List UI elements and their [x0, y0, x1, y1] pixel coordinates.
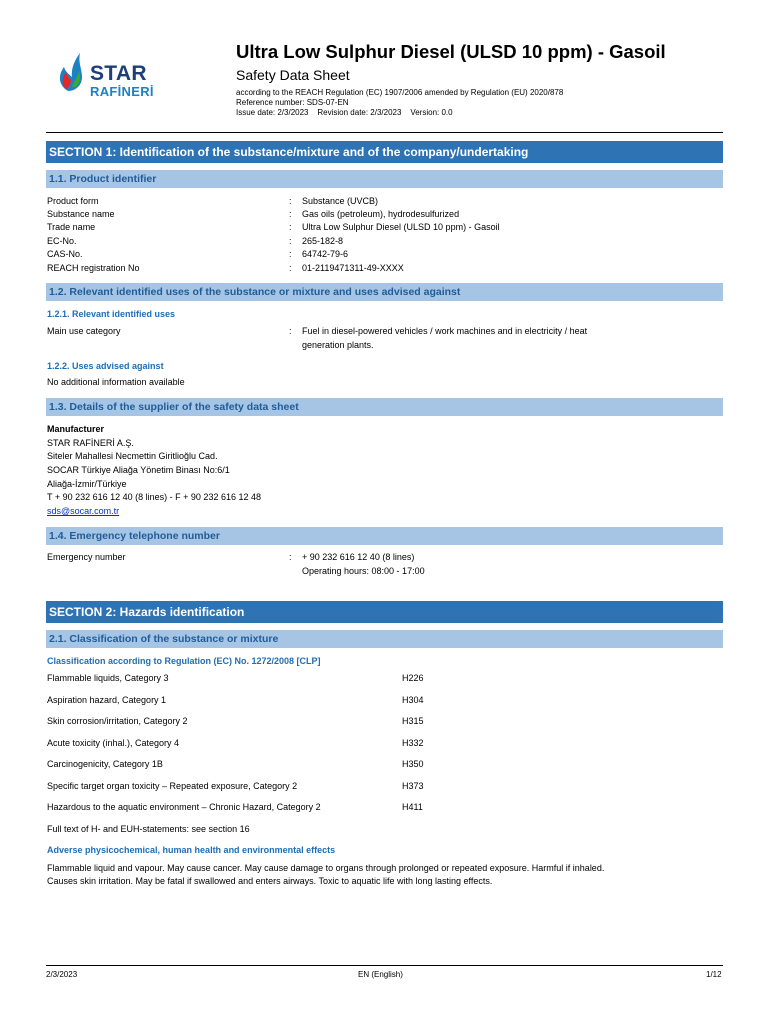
main-use-label: Main use category [47, 326, 121, 336]
hazard-class: Acute toxicity (inhal.), Category 4 [47, 738, 180, 748]
logo-rafineri-text: RAFİNERİ [90, 84, 154, 99]
row-label: EC-No. [47, 236, 77, 246]
hazard-class: Specific target organ toxicity – Repeated exposure, Category 2 [47, 781, 298, 791]
main-use-value-line-1: Fuel in diesel-powered vehicles / work machines and in electricity / heat [302, 326, 588, 336]
subsection-1-2-2-heading: 1.2.2. Uses advised against [47, 361, 164, 371]
row-label: CAS-No. [47, 249, 83, 259]
row-colon: : [289, 236, 292, 246]
emergency-number-colon: : [289, 552, 292, 562]
clp-classification-heading: Classification according to Regulation (EC) No. 1272/2008 [CLP] [47, 656, 321, 666]
reference-number: Reference number: SDS-07-EN [236, 98, 349, 107]
footer-page-number: 1/12 [706, 970, 722, 979]
hazard-code: H411 [402, 802, 423, 812]
row-colon: : [289, 263, 292, 273]
subsection-1-3-heading: 1.3. Details of the supplier of the safety data sheet [46, 398, 723, 416]
hazard-code: H315 [402, 716, 424, 726]
subsection-1-2-1-heading: 1.2.1. Relevant identified uses [47, 309, 176, 319]
row-colon: : [289, 209, 292, 219]
row-value: 64742-79-6 [302, 249, 349, 259]
hazard-class: Carcinogenicity, Category 1B [47, 759, 163, 769]
adverse-effects-line-2: Causes skin irritation. May be fatal if swallowed and enters airways. Toxic to aquatic life with long lasting effects. [47, 876, 493, 886]
row-label: Product form [47, 196, 99, 206]
section-1-heading: SECTION 1: Identification of the substance/mixture and of the company/undertaking [46, 141, 723, 163]
subsection-2-1-heading: 2.1. Classification of the substance or mixture [46, 630, 723, 648]
manufacturer-name: STAR RAFİNERİ A.Ş. [47, 438, 134, 448]
row-label: Trade name [47, 222, 96, 232]
main-use-value-line-2: generation plants. [302, 340, 374, 350]
row-label: REACH registration No [47, 263, 140, 273]
star-rafineri-logo [54, 47, 174, 107]
regulation-line: according to the REACH Regulation (EC) 1907/2006 amended by Regulation (EU) 2020/878 [236, 88, 564, 97]
row-value: 265-182-8 [302, 236, 344, 246]
manufacturer-heading: Manufacturer [47, 424, 105, 434]
logo-star-text: STAR [90, 62, 147, 85]
emergency-number-value: + 90 232 616 12 40 (8 lines) [302, 552, 415, 562]
hazard-code: H226 [402, 673, 424, 683]
operating-hours: Operating hours: 08:00 - 17:00 [302, 566, 425, 576]
manufacturer-address-line: SOCAR Türkiye Aliağa Yönetim Binası No:6/1 [47, 465, 230, 475]
footer-divider [46, 965, 723, 966]
main-use-colon: : [289, 326, 292, 336]
row-value: Ultra Low Sulphur Diesel (ULSD 10 ppm) - Gasoil [302, 222, 500, 232]
manufacturer-email-link[interactable]: sds@socar.com.tr [47, 506, 120, 516]
manufacturer-phone-fax: T + 90 232 616 12 40 (8 lines) - F + 90 232 616 12 48 [47, 492, 261, 502]
subsection-1-1-heading: 1.1. Product identifier [46, 170, 723, 188]
footer-date: 2/3/2023 [46, 970, 78, 979]
flame-icon [54, 47, 90, 93]
row-colon: : [289, 196, 292, 206]
hazard-class: Hazardous to the aquatic environment – Chronic Hazard, Category 2 [47, 802, 321, 812]
subsection-1-2-heading: 1.2. Relevant identified uses of the substance or mixture and uses advised against [46, 283, 723, 301]
full-text-note: Full text of H- and EUH-statements: see section 16 [47, 824, 250, 834]
hazard-code: H373 [402, 781, 424, 791]
hazard-class: Skin corrosion/irritation, Category 2 [47, 716, 188, 726]
document-subtitle: Safety Data Sheet [236, 67, 350, 83]
row-colon: : [289, 249, 292, 259]
document-title: Ultra Low Sulphur Diesel (ULSD 10 ppm) - Gasoil [236, 41, 666, 62]
row-value: Gas oils (petroleum), hydrodesulfurized [302, 209, 460, 219]
section-2-heading: SECTION 2: Hazards identification [46, 601, 723, 623]
hazard-code: H350 [402, 759, 424, 769]
row-value: Substance (UVCB) [302, 196, 379, 206]
adverse-effects-line-1: Flammable liquid and vapour. May cause cancer. May cause damage to organs through prolonged or repeated exposure. Harmful if inhaled. [47, 863, 605, 873]
hazard-class: Flammable liquids, Category 3 [47, 673, 169, 683]
subsection-1-4-heading: 1.4. Emergency telephone number [46, 527, 723, 545]
footer-language: EN (English) [358, 970, 403, 979]
issue-dates: Issue date: 2/3/2023 Revision date: 2/3/2023 Version: 0.0 [236, 108, 453, 117]
row-label: Substance name [47, 209, 115, 219]
manufacturer-address-line: Aliağa-İzmir/Türkiye [47, 479, 127, 489]
hazard-class: Aspiration hazard, Category 1 [47, 695, 167, 705]
row-value: 01-2119471311-49-XXXX [302, 263, 404, 273]
row-colon: : [289, 222, 292, 232]
emergency-number-label: Emergency number [47, 552, 126, 562]
header-divider [46, 132, 723, 133]
hazard-code: H304 [402, 695, 424, 705]
uses-advised-against-text: No additional information available [47, 377, 185, 387]
adverse-effects-heading: Adverse physicochemical, human health and environmental effects [47, 845, 336, 855]
hazard-code: H332 [402, 738, 424, 748]
manufacturer-address-line: Siteler Mahallesi Necmettin Giritlioğlu Cad. [47, 451, 218, 461]
